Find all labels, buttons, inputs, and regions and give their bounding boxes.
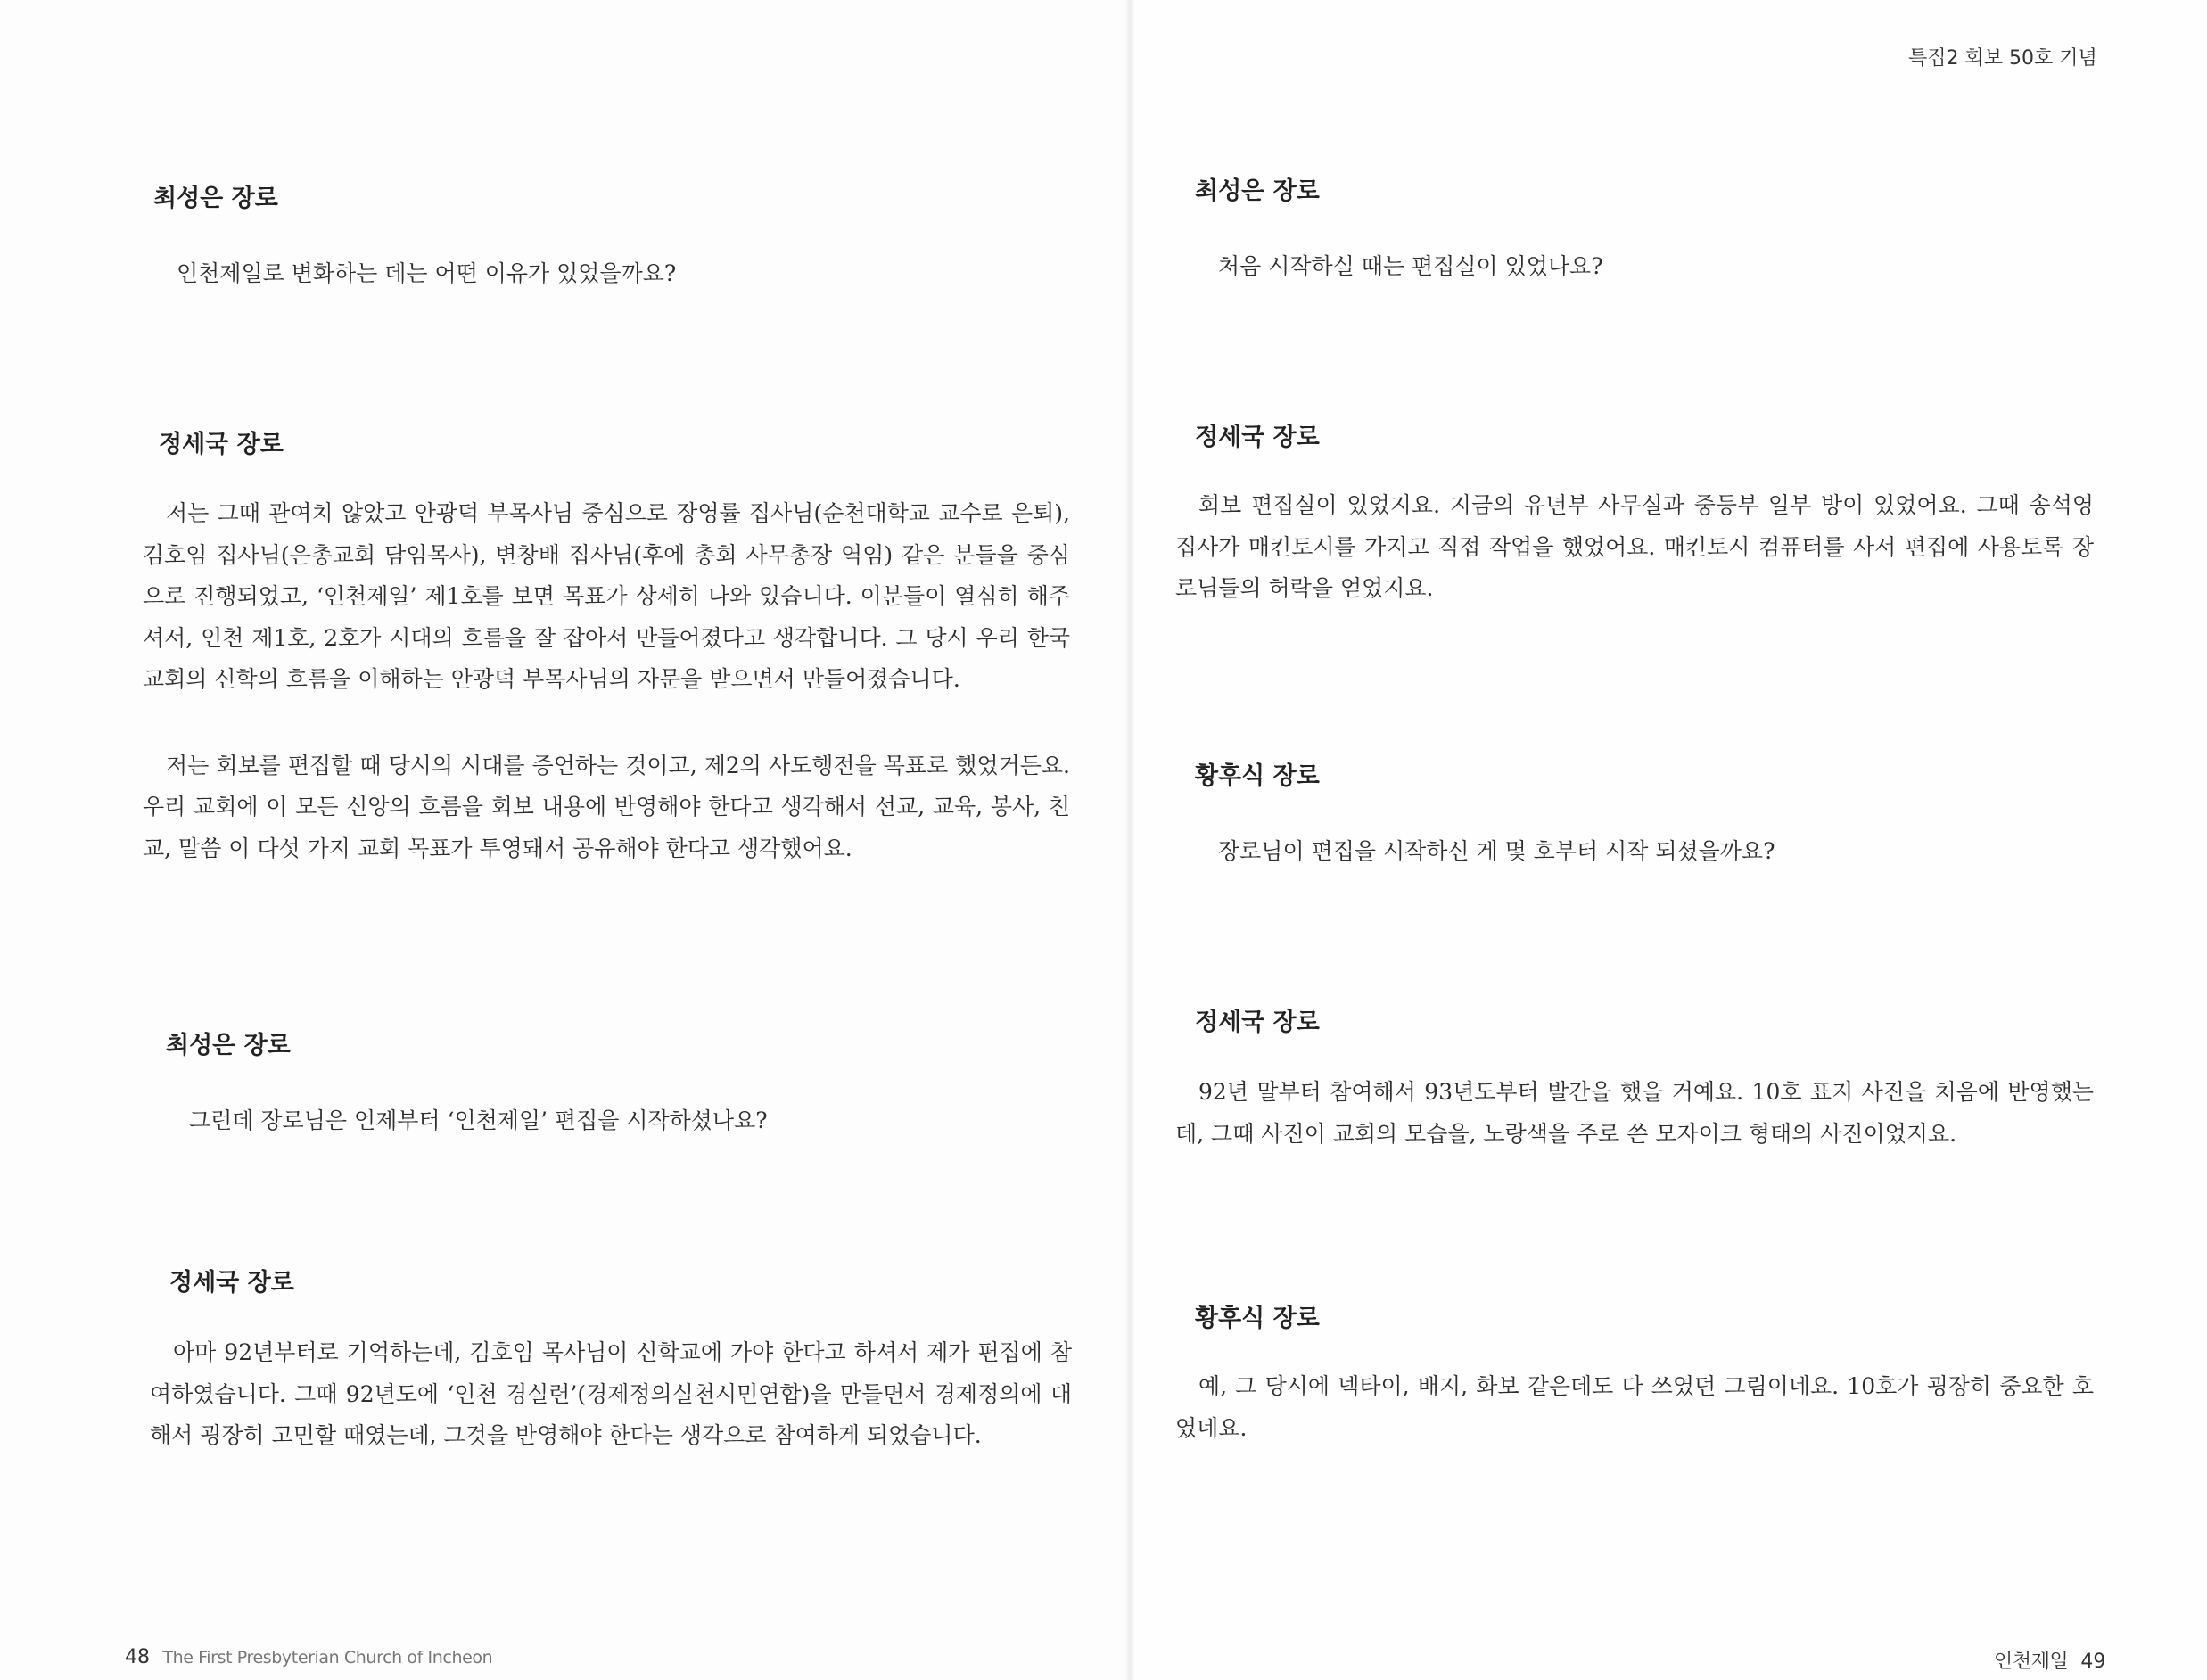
dialogue-paragraphs bbox=[1175, 1366, 2094, 1449]
dialogue-text: 저는 회보를 편집할 때 당시의 시대를 증언하는 것이고, 제2의 사도행전을 목표로 했었거든요. 우리 교회에 이 모든 신앙의 흐름을 회보 내용에 반영해야 한다고 생각해서 선교, 교육, 봉사, 친교, 말씀 이 다섯 가지 교회 목표가 투영돼서 공유해야 한다고 생각했어요. bbox=[143, 752, 1070, 861]
speaker-name: 정세국 장로 bbox=[159, 431, 284, 458]
dialogue-text: 인천제일로 변화하는 데는 어떤 이유가 있었을까요? bbox=[177, 260, 677, 286]
speaker-name: 최성은 장로 bbox=[1195, 177, 1320, 205]
speaker-name: 최성은 장로 bbox=[153, 185, 278, 212]
dialogue-block bbox=[153, 178, 1072, 295]
dialogue-paragraphs bbox=[143, 493, 1070, 869]
publication-name: The First Presbyterian Church of Incheon bbox=[162, 1648, 493, 1668]
dialogue-block bbox=[1195, 1002, 2091, 1037]
left-folio bbox=[125, 1646, 492, 1668]
dialogue-block bbox=[1195, 417, 2091, 452]
speaker-name: 정세국 장로 bbox=[1195, 424, 1320, 451]
dialogue-block bbox=[1195, 1298, 2091, 1333]
dialogue-text: 처음 시작하실 때는 편집실이 있었나요? bbox=[1218, 253, 1603, 279]
dialogue-text: 92년 말부터 참여해서 93년도부터 발간을 했을 거예요. 10호 표지 사진을 처음에 반영했는데, 그때 사진이 교회의 모습을, 노랑색을 주로 쓴 모자이크 형태의 사진이었지요. bbox=[1175, 1079, 2094, 1147]
page-number: 49 bbox=[2080, 1651, 2106, 1673]
dialogue-paragraphs bbox=[150, 1332, 1072, 1457]
speaker-name: 정세국 장로 bbox=[1195, 1009, 1320, 1036]
dialogue-text: 장로님이 편집을 시작하신 게 몇 호부터 시작 되셨을까요? bbox=[1218, 838, 1775, 864]
speaker-name: 정세국 장로 bbox=[169, 1269, 294, 1297]
dialogue-text: 저는 그때 관여치 않았고 안광덕 부목사님 중심으로 장영률 집사님(순천대학교 교수로 은퇴), 김호임 집사님(은총교회 담임목사), 변창배 집사님(후에 총회 사무총장 역임) 같은 분들을 중심으로 진행되었고, ‘인천제일’ 제1호를 보면 목표가 상세히 나와 있습니다. 이분들이 열심히 해주셔서, 인천 제1호, 2호가 시대의 흐름을 잘 잡아서 만들어졌다고 생각합니다. 그 당시 우리 한국교회의 신학의 흐름을 이해하는 안광덕 부목사님의 자문을 받으면서 만들어졌습니다. bbox=[143, 500, 1070, 692]
dialogue-text: 회보 편집실이 있었지요. 지금의 유년부 사무실과 중등부 일부 방이 있었어요. 그때 송석영 집사가 매킨토시를 가지고 직접 작업을 했었어요. 매킨토시 컴퓨터를 사서 편집에 사용토록 장로님들의 허락을 얻었지요. bbox=[1175, 492, 2094, 601]
dialogue-text: 아마 92년부터로 기억하는데, 김호임 목사님이 신학교에 가야 한다고 하셔서 제가 편집에 참여하였습니다. 그때 92년도에 ‘인천 경실련’(경제정의실천시민연합)을 만들면서 경제정의에 대해서 굉장히 고민할 때였는데, 그것을 반영해야 한다는 생각으로 참여하게 되었습니다. bbox=[150, 1339, 1072, 1448]
speaker-name: 황후식 장로 bbox=[1195, 762, 1320, 790]
publication-name: 인천제일 bbox=[1994, 1651, 2069, 1673]
dialogue-block bbox=[1195, 171, 2091, 288]
dialogue-block bbox=[169, 1263, 1072, 1297]
dialogue-paragraphs bbox=[1175, 1072, 2094, 1155]
dialogue-paragraphs bbox=[1175, 485, 2094, 610]
dialogue-block bbox=[1195, 756, 2091, 873]
page-number: 48 bbox=[125, 1646, 150, 1668]
speaker-name: 황후식 장로 bbox=[1195, 1305, 1320, 1332]
dialogue-text: 예, 그 당시에 넥타이, 배지, 화보 같은데도 다 쓰였던 그림이네요. 10호가 굉장히 중요한 호였네요. bbox=[1175, 1373, 2094, 1441]
page-gutter bbox=[1125, 0, 1134, 1680]
speaker-name: 최성은 장로 bbox=[166, 1032, 291, 1059]
dialogue-text: 그런데 장로님은 언제부터 ‘인천제일’ 편집을 시작하셨나요? bbox=[189, 1108, 768, 1133]
dialogue-block bbox=[166, 1025, 1072, 1142]
right-folio bbox=[1994, 1646, 2105, 1674]
dialogue-block bbox=[159, 424, 1072, 459]
running-header: 특집2 회보 50호 기념 bbox=[1908, 47, 2097, 70]
